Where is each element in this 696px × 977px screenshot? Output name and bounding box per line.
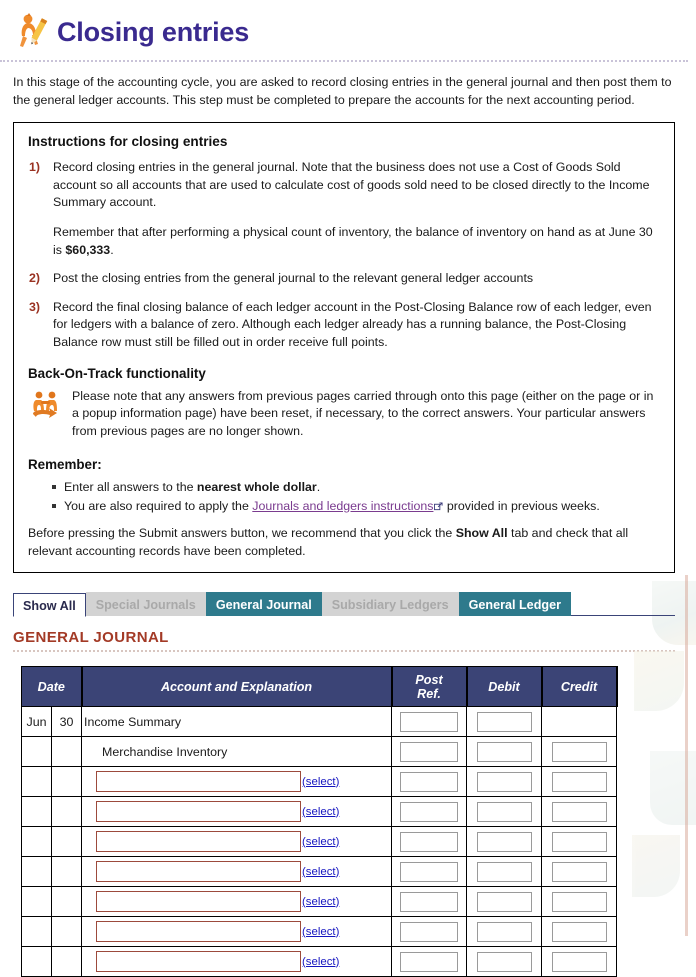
step-1-subnote-prefix: Remember that after performing a physical count of inventory, the balance of inventory on hand as at June 30 is (53, 225, 653, 257)
cell-ref (392, 737, 467, 767)
credit-input[interactable] (552, 892, 607, 912)
account-name-label: Merchandise Inventory (102, 744, 228, 759)
account-input[interactable] (96, 921, 301, 942)
account-select-link[interactable]: (select) (302, 955, 340, 968)
cell-credit (542, 947, 617, 977)
bullet-1-suffix: . (316, 479, 321, 494)
cell-debit (467, 857, 542, 887)
cell-credit (542, 827, 617, 857)
debit-input[interactable] (477, 802, 532, 822)
debit-input[interactable] (477, 952, 532, 972)
cell-account-and-explanation (82, 737, 392, 767)
back-on-track-heading: Back-On-Track functionality (28, 365, 206, 381)
two-people-cycle-icon (30, 390, 62, 424)
cell-day (52, 827, 82, 857)
cell-day (52, 887, 82, 917)
table-row (22, 857, 617, 887)
post-ref-input[interactable] (400, 862, 458, 882)
step-1-subnote (53, 224, 662, 259)
cell-ref (392, 947, 467, 977)
cell-month (22, 887, 52, 917)
table-row (22, 887, 617, 917)
instruction-step-3 (26, 299, 662, 352)
account-input[interactable] (96, 771, 301, 792)
cell-credit (542, 857, 617, 887)
step-1-text: Record closing entries in the general journal. Note that the business does not use a Cost of Goods Sold account so all accounts that are used to calculate cost of goods sold need to be closed directly to the Income Summary account. (53, 160, 650, 210)
column-header-debit: Debit (467, 667, 542, 707)
column-header-post-ref (392, 667, 467, 707)
credit-input[interactable] (552, 862, 607, 882)
cell-ref (392, 707, 467, 737)
account-picker (82, 831, 391, 852)
general-journal-table-wrapper (21, 666, 616, 977)
post-ref-line-2: Ref. (417, 686, 441, 701)
cell-ref (392, 887, 467, 917)
post-ref-input[interactable] (400, 712, 458, 732)
account-select-link[interactable]: (select) (302, 775, 340, 788)
debit-input[interactable] (477, 742, 532, 762)
cell-day (52, 767, 82, 797)
cell-credit (542, 737, 617, 767)
table-row (22, 737, 617, 767)
tab-special-journals: Special Journals (86, 592, 206, 616)
bullet-1-prefix: Enter all answers to the (64, 479, 197, 494)
instruction-step-1 (26, 159, 662, 259)
records-tab-bar (13, 591, 675, 616)
cell-account-and-explanation (82, 857, 392, 887)
table-row (22, 797, 617, 827)
account-select-link[interactable]: (select) (302, 925, 340, 938)
debit-input[interactable] (477, 712, 532, 732)
cell-month (22, 797, 52, 827)
bullet-2-prefix: You are also required to apply the (64, 498, 253, 513)
debit-input[interactable] (477, 922, 532, 942)
post-ref-input[interactable] (400, 832, 458, 852)
column-header-credit: Credit (542, 667, 617, 707)
account-picker (82, 861, 391, 882)
instructions-panel (13, 122, 675, 573)
bullet-1-bold: nearest whole dollar (196, 479, 317, 494)
account-select-link[interactable]: (select) (302, 805, 340, 818)
account-picker (82, 951, 391, 972)
debit-input[interactable] (477, 892, 532, 912)
cell-month (22, 767, 52, 797)
remember-bullet-2 (64, 497, 662, 516)
page-title: Closing entries (57, 16, 250, 47)
cell-ref (392, 857, 467, 887)
tab-general-ledger[interactable]: General Ledger (459, 592, 571, 616)
table-row (22, 917, 617, 947)
account-select-link[interactable]: (select) (302, 835, 340, 848)
credit-input[interactable] (552, 922, 607, 942)
cell-month (22, 947, 52, 977)
cell-account-and-explanation (82, 767, 392, 797)
cell-ref (392, 917, 467, 947)
cell-day (52, 917, 82, 947)
submit-note-prefix: Before pressing the Submit answers button, we recommend that you click the (28, 525, 456, 540)
account-select-link[interactable]: (select) (302, 865, 340, 878)
cell-account-and-explanation (82, 887, 392, 917)
credit-input[interactable] (552, 952, 607, 972)
instructions-title: Instructions for closing entries (28, 134, 228, 150)
account-input[interactable] (96, 861, 301, 882)
journals-and-ledgers-instructions-link[interactable]: Journals and ledgers instructions (252, 498, 434, 513)
cell-credit (542, 887, 617, 917)
cell-day (52, 857, 82, 887)
submit-note-bold: Show All (455, 525, 508, 540)
cell-credit (542, 917, 617, 947)
submit-note (28, 525, 662, 560)
cell-debit (467, 737, 542, 767)
step-3-text: Record the final closing balance of each ledger account in the Post-Closing Balance row of each ledger, even for ledgers with a balance of zero. Although each ledger already has a running balance, the Post-Closing Balance row must still be filled out in order receive full points. (53, 299, 652, 350)
cell-credit (542, 767, 617, 797)
submit-note-suffix: tab and check that all relevant accounting records have been completed. (28, 525, 629, 558)
cell-ref (392, 797, 467, 827)
cell-ref (392, 767, 467, 797)
account-input[interactable] (96, 801, 301, 822)
step-2-text: Post the closing entries from the general journal to the relevant general ledger accounts (53, 271, 534, 286)
cell-month (22, 857, 52, 887)
remember-list (48, 478, 662, 516)
post-ref-input[interactable] (400, 892, 458, 912)
post-ref-input[interactable] (400, 952, 458, 972)
cell-credit (542, 707, 617, 737)
person-with-pencil-icon (14, 12, 48, 52)
cell-account-and-explanation (82, 707, 392, 737)
cell-account-and-explanation (82, 917, 392, 947)
debit-input[interactable] (477, 772, 532, 792)
instruction-steps (26, 159, 662, 351)
back-on-track-row (30, 388, 662, 441)
remember-heading: Remember: (28, 456, 102, 472)
external-link-icon (434, 502, 443, 511)
cell-ref (392, 827, 467, 857)
credit-input[interactable] (552, 772, 607, 792)
bullet-2-suffix: provided in previous weeks. (443, 498, 600, 513)
journal-section-heading: GENERAL JOURNAL (13, 629, 675, 652)
credit-input[interactable] (552, 832, 607, 852)
cell-debit (467, 827, 542, 857)
cell-month (22, 737, 52, 767)
cell-credit (542, 797, 617, 827)
step-1-subnote-suffix: . (110, 242, 114, 257)
credit-input[interactable] (552, 802, 607, 822)
cell-month: Jun (22, 707, 52, 737)
cell-debit (467, 707, 542, 737)
account-picker (82, 801, 391, 822)
debit-input[interactable] (477, 832, 532, 852)
post-ref-input[interactable] (400, 772, 458, 792)
cell-day: 30 (52, 707, 82, 737)
account-select-link[interactable]: (select) (302, 895, 340, 908)
cell-day (52, 737, 82, 767)
cell-debit (467, 887, 542, 917)
table-row (22, 707, 617, 737)
cell-account-and-explanation (82, 947, 392, 977)
cell-debit (467, 917, 542, 947)
table-row (22, 767, 617, 797)
account-input[interactable] (96, 831, 301, 852)
cell-debit (467, 947, 542, 977)
post-ref-input[interactable] (400, 922, 458, 942)
cell-day (52, 947, 82, 977)
cell-day (52, 797, 82, 827)
cell-account-and-explanation (82, 797, 392, 827)
table-row (22, 827, 617, 857)
post-ref-line-1: Post (415, 672, 443, 687)
page-header (0, 0, 688, 62)
cell-month (22, 917, 52, 947)
table-row (22, 947, 617, 977)
account-input[interactable] (96, 951, 301, 972)
instruction-step-2 (26, 270, 662, 288)
credit-input[interactable] (552, 742, 607, 762)
post-ref-input[interactable] (400, 742, 458, 762)
inventory-amount: $60,333 (65, 242, 111, 257)
column-header-date: Date (22, 667, 82, 707)
cell-month (22, 827, 52, 857)
tab-subsidiary-ledgers: Subsidiary Ledgers (322, 592, 459, 616)
remember-bullet-1 (64, 478, 662, 497)
general-journal-table (21, 666, 618, 977)
column-header-account: Account and Explanation (82, 667, 392, 707)
cell-account-and-explanation (82, 827, 392, 857)
intro-paragraph: In this stage of the accounting cycle, you are asked to record closing entries in the general journal and then post them to the general ledger accounts. This step must be completed to prepare the accounts for the next accounting period. (13, 75, 672, 107)
debit-input[interactable] (477, 862, 532, 882)
tab-show-all[interactable]: Show All (13, 593, 86, 617)
account-input[interactable] (96, 891, 301, 912)
account-name-label: Income Summary (84, 714, 182, 729)
tab-general-journal[interactable]: General Journal (206, 592, 322, 616)
cell-debit (467, 797, 542, 827)
account-picker (82, 771, 391, 792)
account-picker (82, 891, 391, 912)
cell-debit (467, 767, 542, 797)
post-ref-input[interactable] (400, 802, 458, 822)
table-header-row (22, 667, 617, 707)
account-picker (82, 921, 391, 942)
back-on-track-text: Please note that any answers from previous pages carried through onto this page (either on the page or in a popup information page) have been reset, if necessary, to the correct answers. Your particular answers from previous pages are no longer shown. (72, 388, 654, 438)
